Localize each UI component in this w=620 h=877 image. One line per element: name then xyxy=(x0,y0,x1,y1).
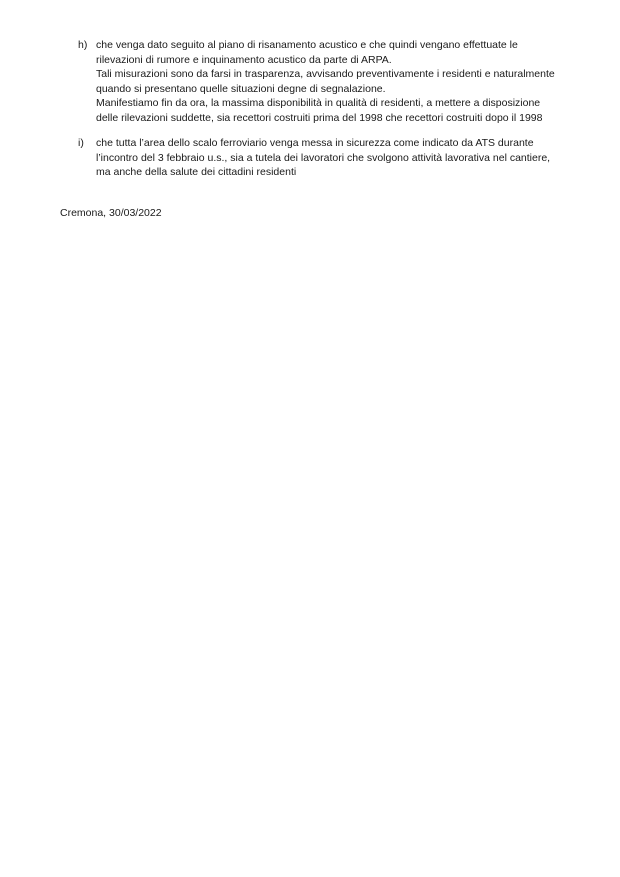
list-marker-h: h) xyxy=(78,39,88,51)
text-line: quando si presentano quelle situazioni degne di segnalazione. xyxy=(96,82,386,95)
list-item-text-i xyxy=(96,136,576,180)
list-item-text-h xyxy=(96,38,576,125)
text-line: che tutta l’area dello scalo ferroviario venga messa in sicurezza come indicato da ATS durante xyxy=(96,137,534,149)
text-line: rilevazioni di rumore e inquinamento acustico da parte di ARPA. xyxy=(96,53,392,66)
text-line: ma anche della salute dei cittadini residenti xyxy=(96,166,297,178)
text-line: l’incontro del 3 febbraio u.s., sia a tutela dei lavoratori che svolgono attività lavorativa nel cantiere, xyxy=(96,151,551,164)
text-line: che venga dato seguito al piano di risanamento acustico e che quindi vengano effettuate le xyxy=(96,39,518,51)
place-date-signoff: Cremona, 30/03/2022 xyxy=(60,207,162,219)
text-line: Manifestiamo fin da ora, la massima disponibilità in qualità di residenti, a mettere a disposizione xyxy=(96,97,541,109)
text-line: Tali misurazioni sono da farsi in trasparenza, avvisando preventivamente i residenti e naturalmente xyxy=(96,68,555,80)
text-line: delle rilevazioni suddette, sia recettori costruiti prima del 1998 che recettori costruiti dopo il 1998 xyxy=(96,111,543,124)
list-marker-i: i) xyxy=(78,137,84,149)
